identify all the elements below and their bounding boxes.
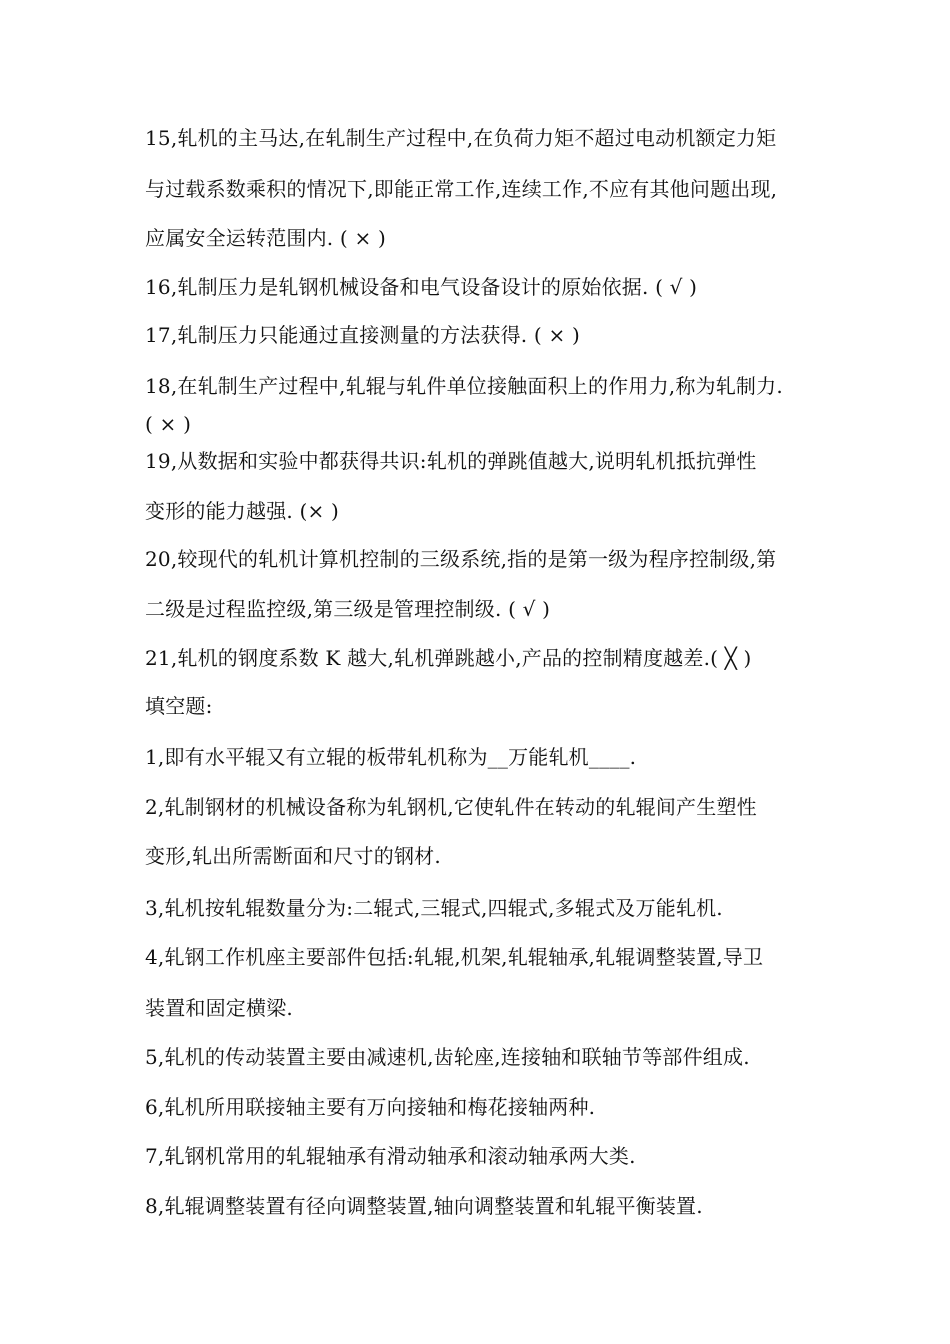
text-line: 二级是过程监控级,第三级是管理控制级. ( √ ): [145, 597, 551, 621]
text-line: 应属安全运转范围内. ( × ): [145, 226, 386, 250]
text-line: ( × ): [145, 412, 192, 436]
text-line: 6,轧机所用联接轴主要有万向接轴和梅花接轴两种.: [145, 1095, 596, 1119]
text-line: 17,轧制压力只能通过直接测量的方法获得. ( × ): [145, 323, 580, 347]
text-line: 装置和固定横梁.: [145, 996, 293, 1020]
text-line: 18,在轧制生产过程中,轧辊与轧件单位接触面积上的作用力,称为轧制力.: [145, 374, 783, 398]
text-line: 1,即有水平辊又有立辊的板带轧机称为__万能轧机____.: [145, 745, 637, 769]
section-heading: 填空题:: [145, 694, 213, 718]
text-line: 7,轧钢机常用的轧辊轴承有滑动轴承和滚动轴承两大类.: [145, 1144, 636, 1168]
text-line: 变形,轧出所需断面和尺寸的钢材.: [145, 844, 441, 868]
text-line: 15,轧机的主马达,在轧制生产过程中,在负荷力矩不超过电动机额定力矩: [145, 126, 777, 150]
text-line: 与过载系数乘积的情况下,即能正常工作,连续工作,不应有其他问题出现,: [145, 177, 778, 201]
text-line: 21,轧机的钢度系数 K 越大,轧机弹跳越小,产品的控制精度越差.( ╳ ): [145, 646, 752, 670]
text-line: 16,轧制压力是轧钢机械设备和电气设备设计的原始依据. ( √ ): [145, 275, 698, 299]
text-line: 8,轧辊调整装置有径向调整装置,轴向调整装置和轧辊平衡装置.: [145, 1194, 703, 1218]
text-line: 2,轧制钢材的机械设备称为轧钢机,它使轧件在转动的轧辊间产生塑性: [145, 795, 757, 819]
text-line: 19,从数据和实验中都获得共识:轧机的弹跳值越大,说明轧机抵抗弹性: [145, 449, 757, 473]
text-line: 变形的能力越强. (× ): [145, 499, 340, 523]
text-line: 4,轧钢工作机座主要部件包括:轧辊,机架,轧辊轴承,轧辊调整装置,导卫: [145, 945, 764, 969]
text-line: 20,较现代的轧机计算机控制的三级系统,指的是第一级为程序控制级,第: [145, 547, 777, 571]
text-line: 5,轧机的传动装置主要由减速机,齿轮座,连接轴和联轴节等部件组成.: [145, 1045, 750, 1069]
text-line: 3,轧机按轧辊数量分为:二辊式,三辊式,四辊式,多辊式及万能轧机.: [145, 896, 723, 920]
